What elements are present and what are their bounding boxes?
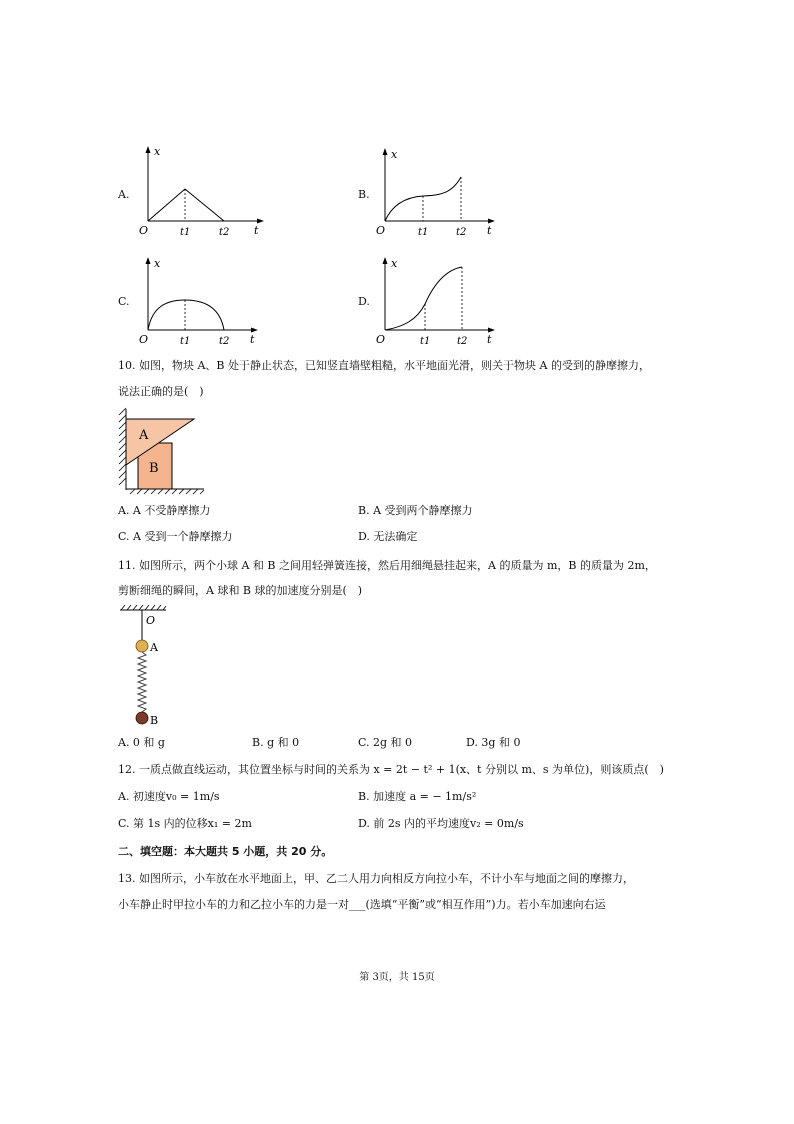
graph-d-xlabel: t: [487, 333, 492, 346]
graph-d-curve: [385, 267, 462, 330]
graph-c-curve: [148, 300, 224, 330]
q11-ball-b: [136, 712, 148, 724]
q11-figure: [118, 603, 188, 728]
graph-d-t2: t2: [457, 336, 468, 347]
q11-option-b: B. g 和 0: [252, 736, 300, 749]
q10-option-d: D. 无法确定: [358, 530, 418, 543]
graph-d-y-arrow: [383, 257, 388, 264]
graph-a-curve: [148, 189, 224, 221]
q10-figure: [118, 405, 210, 495]
graph-b-xlabel: t: [487, 224, 492, 237]
q10-option-c: C. A 受到一个静摩擦力: [118, 530, 233, 543]
q10-option-a: A. A 不受静摩擦力: [118, 504, 211, 517]
q11-label-b: B: [150, 714, 159, 727]
q12-option-c: C. 第 1s 内的位移x₁ = 2m: [118, 817, 252, 830]
q11-label-a: A: [150, 641, 158, 654]
graph-c-x-arrow: [251, 328, 258, 333]
graph-b-x-arrow: [488, 219, 495, 224]
q12-option-a: A. 初速度v₀ = 1m/s: [118, 790, 220, 803]
graph-d-ylabel: x: [391, 257, 398, 270]
graph-d-x-arrow: [488, 328, 495, 333]
graph-b-t2: t2: [456, 227, 467, 238]
option-d-label: D.: [358, 295, 370, 308]
q11-option-a: A. 0 和 g: [118, 736, 165, 749]
option-c-label: C.: [118, 295, 130, 308]
q11-ceiling-hatching: [121, 605, 166, 610]
q13-stem-line1: 13. 如图所示，小车放在水平地面上，甲、乙二人用力向相反方向拉小车，不计小车与地面之间的摩擦力，: [118, 872, 634, 885]
graph-b-ylabel: x: [391, 148, 398, 161]
q12-option-b: B. 加速度 a = − 1m/s²: [358, 790, 477, 803]
q11-stem-line2: 剪断细绳的瞬间，A 球和 B 球的加速度分别是( ): [118, 584, 363, 597]
graph-c-ylabel: x: [154, 257, 161, 270]
q10-block-b-label: B: [149, 461, 159, 476]
q11-label-o: O: [146, 614, 156, 627]
graph-c-t1: t1: [180, 336, 191, 347]
q11-option-c: C. 2g 和 0: [358, 736, 413, 749]
page-footer: 第 3页，共 15页: [359, 972, 435, 983]
q10-ground-hatching: [130, 489, 204, 494]
graph-c: [136, 252, 270, 347]
graph-c-xlabel: t: [250, 333, 255, 346]
graph-a-origin: O: [139, 224, 149, 237]
graph-c-t2: t2: [219, 336, 230, 347]
option-a-label: A.: [118, 188, 130, 201]
graph-b-y-arrow: [383, 148, 388, 155]
graph-d: [373, 252, 507, 347]
q11-stem-line1: 11. 如图所示，两个小球 A 和 B 之间用轻弹簧连接，然后用细绳悬挂起来，A 的质量为 m，B 的质量为 2m，: [118, 559, 656, 572]
graph-d-t1: t1: [420, 336, 431, 347]
graph-a-x-arrow: [257, 219, 264, 224]
q12-option-d: D. 前 2s 内的平均速度v₂ = 0m/s: [358, 817, 524, 830]
graph-c-origin: O: [139, 333, 149, 346]
graph-b-t1: t1: [418, 227, 429, 238]
q12-stem: 12. 一质点做直线运动，其位置坐标与时间的关系为 x = 2t − t² + 1(x、t 分别以 m、s 为单位)，则该质点( ): [118, 763, 664, 776]
graph-a-ylabel: x: [154, 145, 161, 158]
q10-block-a-label: A: [139, 428, 149, 443]
q10-stem-line2: 说法正确的是( ): [118, 385, 204, 398]
q10-wall-hatching: [119, 408, 126, 485]
option-b-label: B.: [358, 188, 370, 201]
graph-a: [136, 143, 270, 238]
section-fill-in-heading: 二、填空题：本大题共 5 小题，共 20 分。: [118, 845, 333, 858]
graph-b: [373, 143, 507, 238]
graph-c-y-arrow: [146, 257, 151, 264]
graph-d-origin: O: [376, 333, 386, 346]
graph-b-origin: O: [376, 224, 386, 237]
q10-option-b: B. A 受到两个静摩擦力: [358, 504, 473, 517]
graph-a-t2: t2: [219, 227, 230, 238]
q11-spring: [138, 652, 146, 712]
graph-b-curve: [385, 177, 461, 221]
graph-a-t1: t1: [180, 227, 191, 238]
graph-a-y-arrow: [146, 146, 151, 153]
q13-stem-line2: 小车静止时甲拉小车的力和乙拉小车的力是一对___(选填“平衡”或“相互作用”)力。若小车加速向右运: [118, 898, 606, 911]
q11-ball-a: [136, 640, 148, 652]
q11-option-d: D. 3g 和 0: [466, 736, 521, 749]
graph-a-xlabel: t: [254, 224, 259, 237]
q10-stem-line1: 10. 如图，物块 A、B 处于静止状态，已知竖直墙壁粗糙，水平地面光滑，则关于物块 A 的受到的静摩擦力，: [118, 359, 650, 372]
